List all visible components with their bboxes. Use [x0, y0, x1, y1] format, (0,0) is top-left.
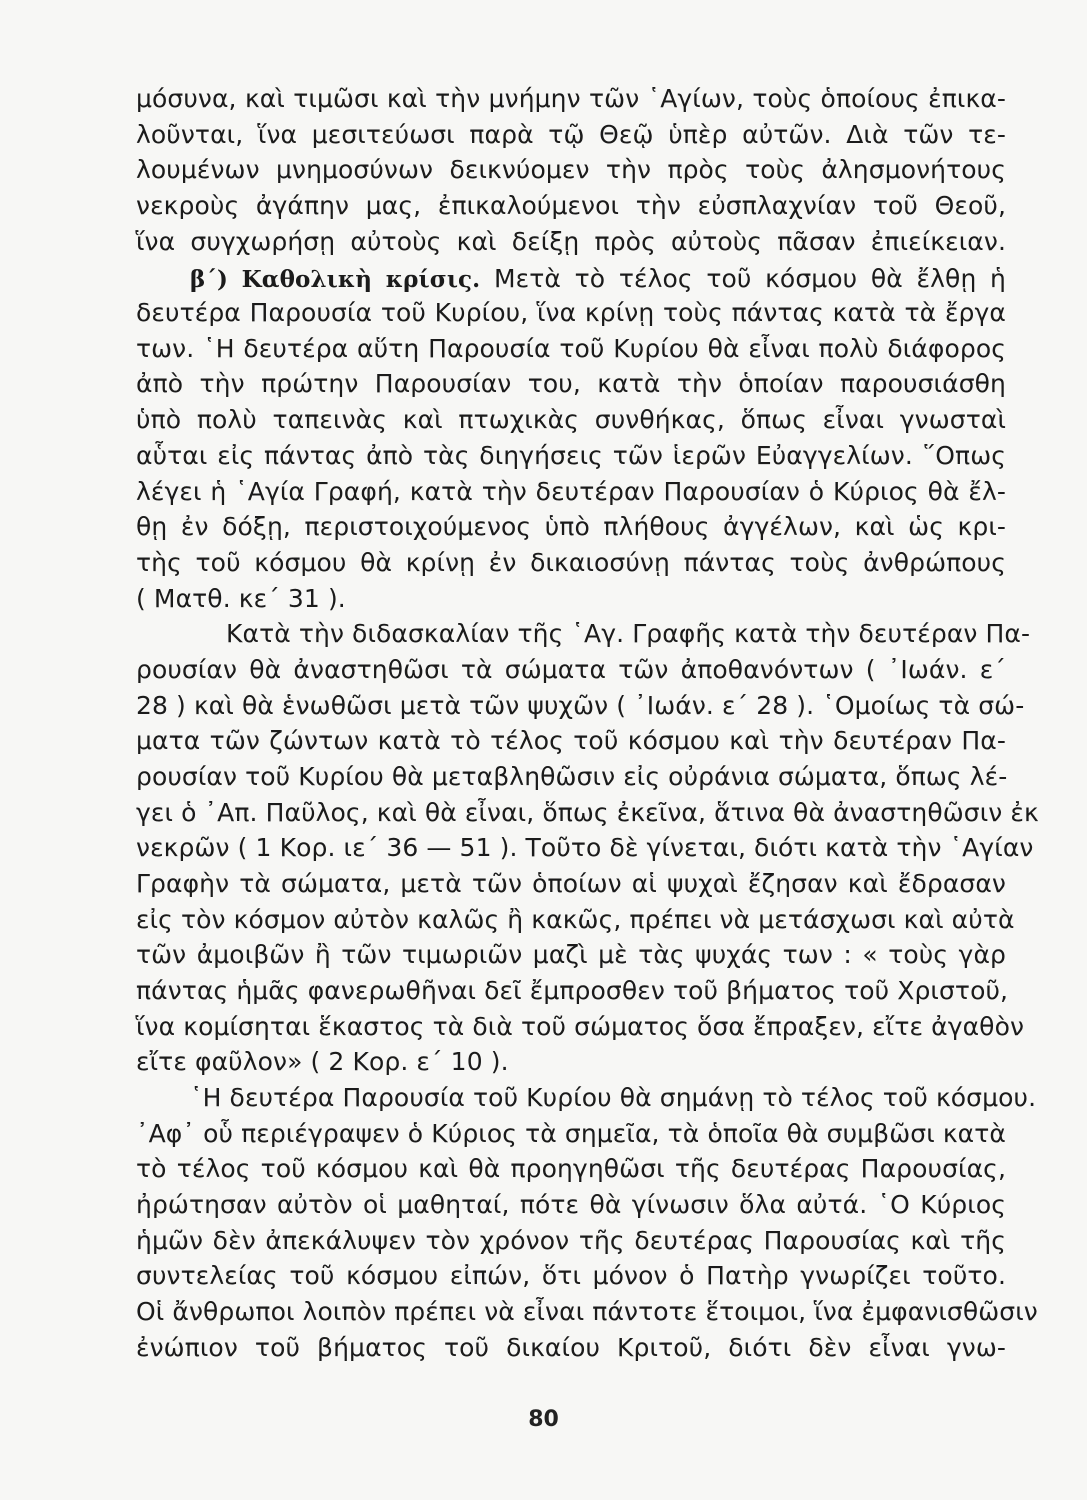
text-line: ὑπὸ πολὺ ταπεινὰς καὶ πτωχικὰς συνθήκας, ὅπως εἶναι γνωσταὶ [136, 405, 1006, 434]
text-line: Κατὰ τὴν διδασκαλίαν τῆς ῾Αγ. Γραφῆς κατὰ τὴν δευτέραν Πα- [226, 619, 1031, 648]
text-line: ( Ματθ. κε΄ 31 ). [136, 584, 346, 613]
text-line: θῃ ἐν δόξῃ, περιστοιχούμενος ὑπὸ πλήθους ἀγγέλων, καὶ ὡς κρι- [136, 512, 1006, 541]
text-line: δευτέρα Παρουσία τοῦ Κυρίου, ἵνα κρίνῃ τοὺς πάντας κατὰ τὰ ἔργα [136, 298, 1006, 327]
text-line: εἰς τὸν κόσμον αὐτὸν καλῶς ἢ κακῶς, πρέπει νὰ μετάσχωσι καὶ αὐτὰ [136, 905, 1015, 934]
text-line: τῶν ἀμοιβῶν ἢ τῶν τιμωριῶν μαζὶ μὲ τὰς ψυχάς των : « τοὺς γὰρ [136, 940, 1006, 969]
section-heading: β΄) Καθολικὴ κρίσις. [190, 266, 481, 293]
text-line: ρουσίαν θὰ ἀναστηθῶσι τὰ σώματα τῶν ἀποθανόντων ( ᾿Ιωάν. ε΄ [136, 655, 1006, 684]
text-line: ῾Η δευτέρα Παρουσία τοῦ Κυρίου θὰ σημάνῃ τὸ τέλος τοῦ κόσμου. [190, 1083, 1037, 1112]
text-line: ἡμῶν δὲν ἀπεκάλυψεν τὸν χρόνον τῆς δευτέρας Παρουσίας καὶ τῆς [136, 1226, 1006, 1255]
text-line: ᾿Αφ᾿ οὗ περιέγραψεν ὁ Κύριος τὰ σημεῖα, τὰ ὁποῖα θὰ συμβῶσι κατὰ [136, 1119, 1006, 1148]
text-line: ἀπὸ τὴν πρώτην Παρουσίαν του, κατὰ τὴν ὁποίαν παρουσιάσθη [136, 369, 1006, 398]
text-line: τὴς τοῦ κόσμου θὰ κρίνῃ ἐν δικαιοσύνῃ πάντας τοὺς ἀνθρώπους [136, 548, 1006, 577]
text-line: εἴτε φαῦλον» ( 2 Κορ. ε΄ 10 ). [136, 1047, 509, 1076]
text-line: ἠρώτησαν αὐτὸν οἱ μαθηταί, πότε θὰ γίνωσιν ὅλα αὐτά. ῾Ο Κύριος [136, 1190, 1006, 1219]
text-line: νεκροὺς ἀγάπην μας, ἐπικαλούμενοι τὴν εὐσπλαχνίαν τοῦ Θεοῦ, [136, 191, 1006, 220]
text-line: Οἱ ἄνθρωποι λοιπὸν πρέπει νὰ εἶναι πάντοτε ἕτοιμοι, ἵνα ἐμφανισθῶσιν [136, 1297, 1038, 1326]
text-line: 28 ) καὶ θὰ ἑνωθῶσι μετὰ τῶν ψυχῶν ( ᾿Ιωάν. ε΄ 28 ). ῾Ομοίως τὰ σώ- [136, 691, 1025, 720]
page-number: 80 [528, 1407, 559, 1432]
text-line: μόσυνα, καὶ τιμῶσι καὶ τὴν μνήμην τῶν ῾Αγίων, τοὺς ὁποίους ἐπικα- [136, 84, 1006, 113]
text-line: Μετὰ τὸ τέλος τοῦ κόσμου θὰ ἔλθῃ ἡ [493, 264, 1006, 293]
text-line: γει ὁ ᾿Απ. Παῦλος, καὶ θὰ εἶναι, ὅπως ἐκεῖνα, ἅτινα θὰ ἀναστηθῶσιν ἐκ [136, 798, 1039, 827]
text-line: αὗται εἰς πάντας ἀπὸ τὰς διηγήσεις τῶν ἱερῶν Εὐαγγελίων. ῞Οπως [136, 441, 1006, 470]
text-line: ματα τῶν ζώντων κατὰ τὸ τέλος τοῦ κόσμου καὶ τὴν δευτέραν Πα- [136, 726, 1006, 755]
text-line: νεκρῶν ( 1 Κορ. ιε΄ 36 — 51 ). Τοῦτο δὲ γίνεται, διότι κατὰ τὴν ῾Αγίαν [136, 833, 1034, 862]
text-line: λοῦνται, ἵνα μεσιτεύωσι παρὰ τῷ Θεῷ ὑπὲρ αὐτῶν. Διὰ τῶν τε- [136, 120, 1006, 149]
text-line: συντελείας τοῦ κόσμου εἰπών, ὅτι μόνον ὁ Πατὴρ γνωρίζει τοῦτο. [136, 1261, 1006, 1290]
text-line: ἵνα κομίσηται ἕκαστος τὰ διὰ τοῦ σώματος ὅσα ἔπραξεν, εἴτε ἀγαθὸν [136, 1012, 1025, 1041]
text-line: Γραφὴν τὰ σώματα, μετὰ τῶν ὁποίων αἱ ψυχαὶ ἔζησαν καὶ ἔδρασαν [136, 869, 1006, 898]
text-line: λουμένων μνημοσύνων δεικνύομεν τὴν πρὸς τοὺς ἀλησμονήτους [136, 155, 1006, 184]
section-paragraph-start [190, 264, 1006, 295]
text-line: λέγει ἡ ῾Αγία Γραφή, κατὰ τὴν δευτέραν Παρουσίαν ὁ Κύριος θὰ ἔλ- [136, 477, 1006, 506]
text-line: ἐνώπιον τοῦ βήματος τοῦ δικαίου Κριτοῦ, διότι δὲν εἶναι γνω- [136, 1333, 1006, 1362]
text-line: ἵνα συγχωρήσῃ αὐτοὺς καὶ δείξῃ πρὸς αὐτοὺς πᾶσαν ἐπιείκειαν. [136, 227, 1006, 256]
text-line: ρουσίαν τοῦ Κυρίου θὰ μεταβληθῶσιν εἰς οὐράνια σώματα, ὅπως λέ- [136, 762, 1008, 791]
text-line: πάντας ἡμᾶς φανερωθῆναι δεῖ ἔμπροσθεν τοῦ βήματος τοῦ Χριστοῦ, [136, 976, 1009, 1005]
text-line: των. ῾Η δευτέρα αὕτη Παρουσία τοῦ Κυρίου θὰ εἶναι πολὺ διάφορος [136, 334, 1006, 363]
text-line: τὸ τέλος τοῦ κόσμου καὶ θὰ προηγηθῶσι τῆς δευτέρας Παρουσίας, [136, 1154, 1006, 1183]
